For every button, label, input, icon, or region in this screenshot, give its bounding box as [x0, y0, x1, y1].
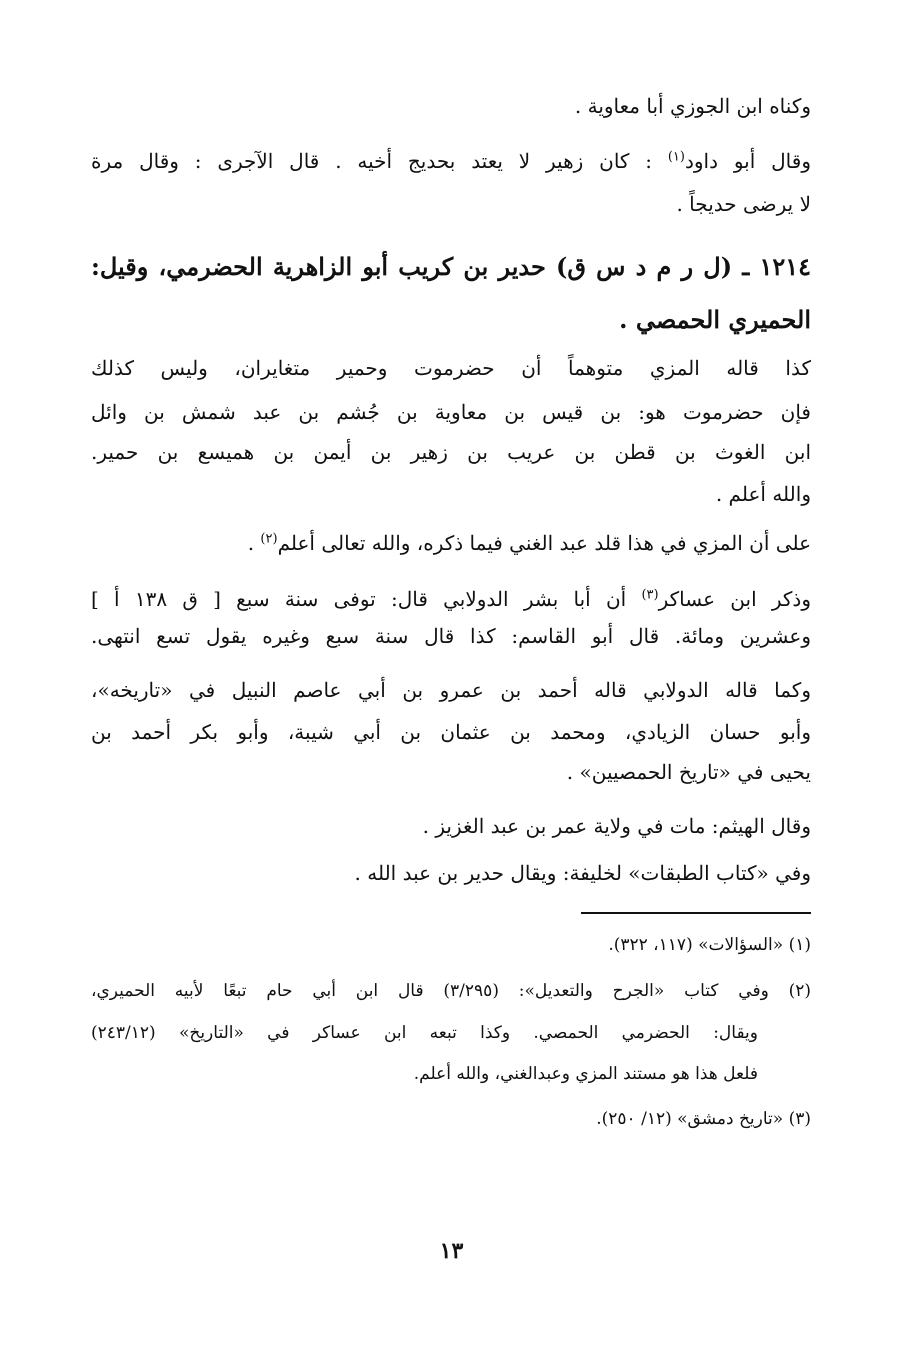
footnote: فلعل هذا هو مستند المزي وعبدالغني، والله أعلم. — [413, 1064, 758, 1084]
body-line: يحيى في «تاريخ الحمصيين» . — [566, 760, 811, 784]
body-line: وعشرين ومائة. قال أبو القاسم: كذا قال سنة سبع وغيره يقول تسع انتهى. — [91, 624, 811, 648]
footnote-ref: (٢) — [260, 531, 278, 547]
body-line: وأبو حسان الزيادي، ومحمد بن عثمان بن أبي شيبة، وأبو بكر أحمد بن — [91, 720, 811, 744]
body-line: والله أعلم . — [715, 482, 811, 506]
footnote: (١) «السؤالات» (١١٧، ٣٢٢). — [608, 935, 811, 955]
body-line: ابن الغوث بن قطن بن عريب بن زهير بن أيمن بن هميسع بن حمير. — [91, 440, 811, 464]
body-line: فإن حضرموت هو: بن قيس بن معاوية بن جُشم بن عبد شمش بن وائل — [91, 400, 811, 424]
body-line: كذا قاله المزي متوهماً أن حضرموت وحمير متغايران، وليس كذلك — [91, 356, 811, 380]
body-line: وقال الهيثم: مات في ولاية عمر بن عبد الغزيز . — [422, 814, 811, 838]
entry-heading: ١٢١٤ ـ (ل ر م د س ق) حدير بن كريب أبو الزاهرية الحضرمي، وقيل: — [91, 252, 811, 281]
body-line: وذكر ابن عساكر$^{(٣)}$ أن أبا بشر الدولابي قال: توفى سنة سبع [ ق ١٣٨ أ ] — [91, 587, 811, 611]
entry-heading: الحميري الحمصي . — [619, 305, 811, 334]
body-line: وفي «كتاب الطبقات» لخليفة: ويقال حدير بن عبد الله . — [354, 861, 811, 885]
page-number: ١٣ — [439, 1238, 464, 1264]
footnote-ref: (١) — [667, 149, 685, 165]
footnote-ref: (٣) — [641, 587, 659, 603]
body-line: وقال أبو داود$^{(١)}$ : كان زهير لا يعتد بحديج أخيه . قال الآجرى : وقال مرة — [91, 149, 811, 173]
footnote: (٣) «تاريخ دمشق» (١٢/ ٢٥٠). — [596, 1109, 811, 1129]
body-line: وكناه ابن الجوزي أبا معاوية . — [574, 94, 811, 118]
body-line: لا يرضى حديجاً . — [676, 192, 811, 216]
footnote: ويقال: الحضرمي الحمصي. وكذا تبعه ابن عساكر في «التاريخ» (٢٤٣/١٢) — [91, 1023, 758, 1043]
body-line: على أن المزي في هذا قلد عبد الغني فيما ذكره، والله تعالى أعلم$^{(٢)}$ . — [247, 531, 811, 555]
body-line: وكما قاله الدولابي قاله أحمد بن عمرو بن أبي عاصم النبيل في «تاريخه»، — [91, 678, 811, 702]
footnote: (٢) وفي كتاب «الجرح والتعديل»: (٣/٢٩٥) قال ابن أبي حام تبعًا لأبيه الحميري، — [91, 981, 811, 1001]
footnote-separator — [581, 912, 811, 914]
